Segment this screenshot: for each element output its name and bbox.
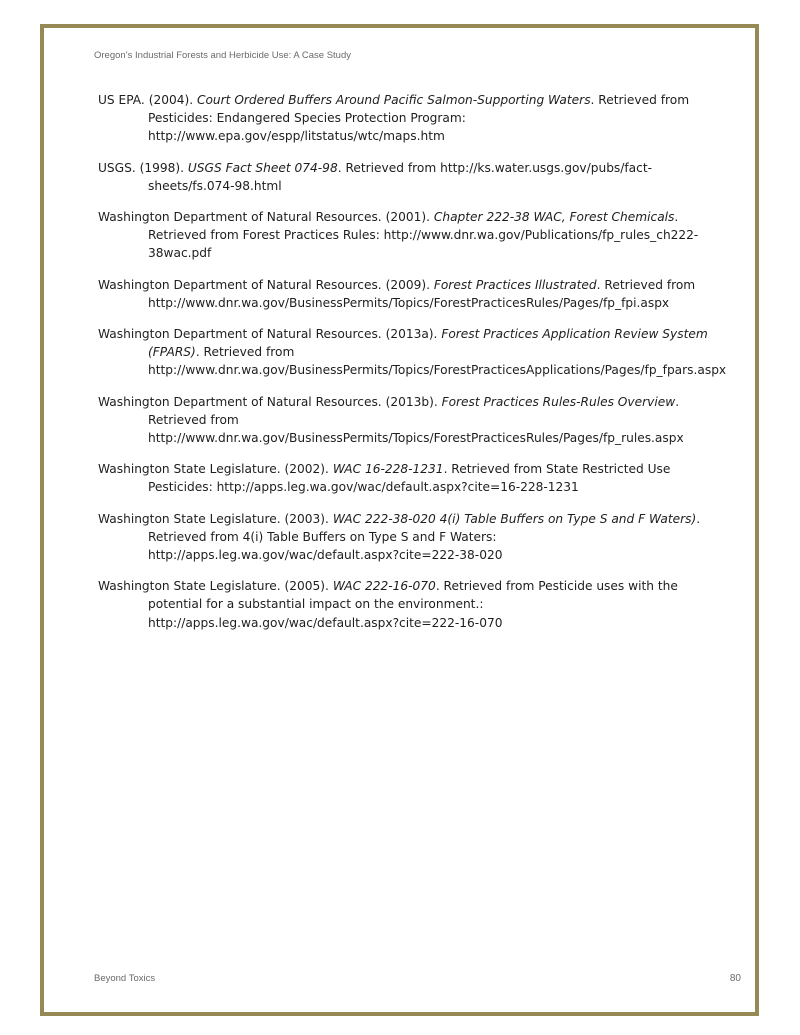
reference-title: Forest Practices Application Review System (FPARS) (148, 327, 708, 360)
page-frame (40, 24, 759, 1016)
reference-source: . Retrieved from Pesticide uses with the potential for a substantial impact on the environment.: http://apps.leg.wa.gov/wac/default.aspx?cite=222-16-070 (148, 579, 678, 630)
reference-entry (98, 276, 718, 312)
reference-author: Washington Department of Natural Resources. (98, 327, 382, 342)
reference-entry (98, 159, 718, 195)
reference-title: Forest Practices Rules-Rules Overview (441, 394, 676, 409)
reference-author: Washington Department of Natural Resources. (98, 394, 382, 409)
reference-author: Washington State Legislature. (98, 462, 281, 477)
reference-entry (98, 393, 718, 448)
running-header: Oregon’s Industrial Forests and Herbicide Use: A Case Study (94, 50, 351, 61)
reference-year: (1998). (139, 160, 184, 175)
reference-source: . Retrieved from 4(i) Table Buffers on Type S and F Waters: http://apps.leg.wa.gov/wac/default.aspx?cite=222-38-020 (148, 511, 701, 563)
reference-source: . Retrieved from http://www.dnr.wa.gov/BusinessPermits/Topics/ForestPracticesRules/Pages/fp_rules.aspx (148, 394, 684, 446)
reference-source: . Retrieved from http://www.dnr.wa.gov/BusinessPermits/Topics/ForestPracticesRules/Pages/fp_fpi.aspx (148, 277, 696, 310)
reference-source: . Retrieved from Pesticides: Endangered Species Protection Program: http://www.epa.gov/espp/litstatus/wtc/maps.htm (148, 93, 690, 144)
reference-title: WAC 222-38-020 4(i) Table Buffers on Type S and F Waters) (332, 511, 697, 526)
reference-year: (2013a). (385, 327, 438, 342)
reference-author: USGS. (98, 160, 136, 175)
reference-title: USGS Fact Sheet 074-98 (187, 160, 338, 175)
reference-year: (2009). (385, 277, 430, 292)
reference-title: WAC 222-16-070 (332, 579, 436, 594)
reference-title: Forest Practices Illustrated (433, 277, 597, 292)
reference-title: WAC 16-228-1231 (332, 462, 444, 477)
reference-title: Chapter 222-38 WAC, Forest Chemicals (433, 210, 675, 225)
reference-entry (98, 208, 718, 263)
reference-author: US EPA. (98, 93, 145, 107)
reference-entry (98, 460, 718, 496)
reference-source: . Retrieved from http://www.dnr.wa.gov/BusinessPermits/Topics/ForestPracticesApplications/Pages/fp_fpars.aspx (148, 345, 727, 378)
footer-publisher: Beyond Toxics (94, 973, 156, 984)
reference-entry (98, 510, 718, 565)
reference-year: (2004). (148, 93, 194, 107)
reference-author: Washington State Legislature. (98, 511, 281, 526)
reference-source: . Retrieved from Forest Practices Rules: http://www.dnr.wa.gov/Publications/fp_rules_ch222-38wac.pdf (148, 210, 699, 261)
reference-year: (2001). (385, 210, 430, 225)
reference-list (98, 91, 727, 645)
reference-author: Washington State Legislature. (98, 579, 281, 594)
reference-author: Washington Department of Natural Resources. (98, 277, 382, 292)
reference-entry (98, 577, 718, 632)
reference-entry (98, 91, 718, 146)
reference-source: . Retrieved from http://ks.water.usgs.gov/pubs/fact-sheets/fs.074-98.html (148, 160, 653, 193)
reference-year: (2005). (284, 579, 329, 594)
reference-year: (2003). (284, 511, 329, 526)
reference-title: Court Ordered Buffers Around Pacific Salmon-Supporting Waters (196, 93, 591, 107)
reference-author: Washington Department of Natural Resources. (98, 210, 382, 225)
page-number: 80 (729, 973, 741, 984)
reference-source: . Retrieved from State Restricted Use Pesticides: http://apps.leg.wa.gov/wac/default.aspx?cite=16-228-1231 (148, 462, 671, 495)
reference-year: (2002). (284, 462, 329, 477)
reference-entry (98, 325, 727, 380)
reference-year: (2013b). (385, 394, 438, 409)
